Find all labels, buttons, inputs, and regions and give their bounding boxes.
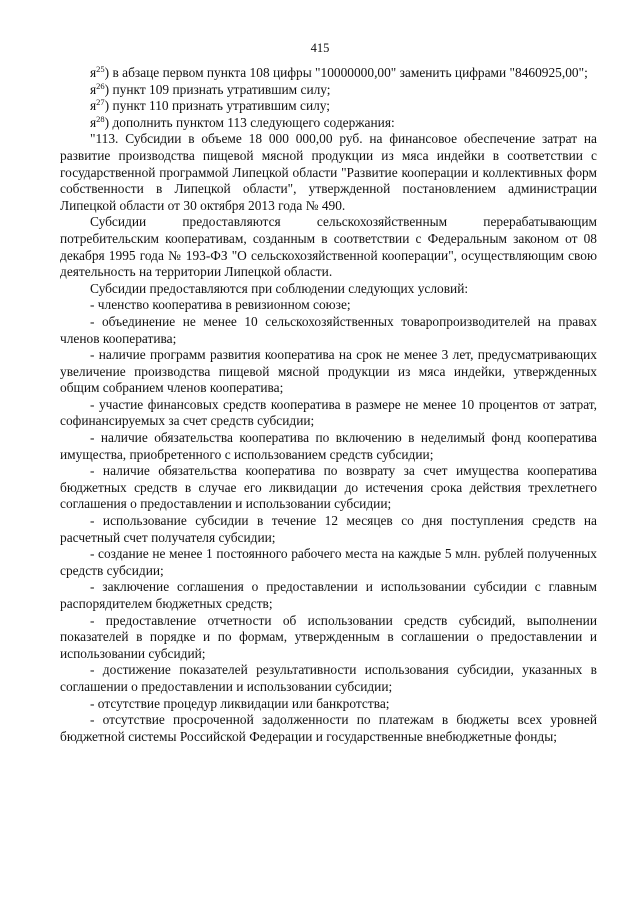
- condition-item: - заключение соглашения о предоставлении и использовании субсидии с главным распорядителем бюджетных средств;: [60, 579, 597, 611]
- condition-item: - создание не менее 1 постоянного рабочего места на каждые 5 млн. рублей полученных средств субсидии;: [60, 546, 597, 578]
- page-number: 415: [310, 41, 330, 55]
- item-prefix: я: [90, 114, 97, 130]
- condition-item: - достижение показателей результативности использования субсидии, указанных в соглашении о предоставлении и использовании субсидии;: [60, 662, 597, 694]
- item-prefix: я: [90, 81, 97, 97]
- condition-item: - отсутствие просроченной задолженности по платежам в бюджеты всех уровней бюджетной системы Российской Федерации и государственные внебюджетные фонды;: [60, 712, 597, 744]
- condition-item: - отсутствие процедур ликвидации или банкротства;: [90, 695, 390, 711]
- item-superscript: 26: [96, 80, 105, 91]
- list-item-25: [60, 65, 597, 82]
- item-text: ) дополнить пунктом 113 следующего содержания:: [104, 114, 395, 130]
- item-superscript: 25: [96, 64, 105, 74]
- paragraph-113-intro: "113. Субсидии в объеме 18 000 000,00 руб. на финансовое обеспечение затрат на развитие производства пищевой мясной продукции из мяса индейки в соответствии с государственной программой Липецкой области "Развитие кооперации и коллективных форм собственности в Липецкой области", утвержденной постановлением администрации Липецкой области от 30 октября 2013 года № 490.: [60, 131, 597, 213]
- item-superscript: 27: [96, 97, 105, 108]
- item-text: ) пункт 109 признать утратившим силу;: [104, 81, 331, 97]
- item-text: ) в абзаце первом пункта 108 цифры "10000000,00" заменить цифрами "8460925,00";: [104, 65, 588, 80]
- item-prefix: я: [90, 65, 97, 80]
- list-item-26: [60, 82, 597, 99]
- condition-item: - наличие обязательства кооператива по возврату за счет имущества кооператива бюджетных средств в случае его ликвидации до истечения срока действия трехлетнего соглашения о предоставлении и использовании субсидии;: [60, 463, 597, 512]
- item-prefix: я: [90, 98, 97, 114]
- paragraph-recipients: Субсидии предоставляются сельскохозяйственным перерабатывающим потребительским кооперативам, созданным в соответствии с Федеральным законом от 08 декабря 1995 года № 193-ФЗ "О сельскохозяйственной кооперации", осуществляющим свою деятельность на территории Липецкой области.: [60, 214, 597, 280]
- paragraph-conditions-heading: Субсидии предоставляются при соблюдении следующих условий:: [90, 280, 469, 296]
- condition-item: - наличие программ развития кооператива на срок не менее 3 лет, предусматривающих увеличение производства пищевой мясной продукции из мяса индейки, утвержденных общим собранием членов кооператива;: [60, 347, 597, 396]
- condition-item: - предоставление отчетности об использовании средств субсидий, выполнении показателей в порядке и по формам, утвержденным в соглашении о предоставлении и использовании субсидий;: [60, 612, 597, 661]
- condition-item: - членство кооператива в ревизионном союзе;: [90, 297, 351, 313]
- condition-item: - использование субсидии в течение 12 месяцев со дня поступления средств на расчетный счет получателя субсидии;: [60, 513, 597, 545]
- item-text: ) пункт 110 признать утратившим силу;: [104, 98, 331, 114]
- document-body: [60, 65, 597, 745]
- list-item-28: [60, 115, 597, 132]
- condition-item: - наличие обязательства кооператива по включению в неделимый фонд кооператива имущества, приобретенного с использованием средств субсидии;: [60, 430, 597, 462]
- list-item-27: [60, 98, 597, 115]
- condition-item: - участие финансовых средств кооператива в размере не менее 10 процентов от затрат, софинансируемых за счет средств субсидии;: [60, 396, 597, 429]
- condition-item: - объединение не менее 10 сельскохозяйственных товаропроизводителей на правах членов кооператива;: [60, 313, 597, 346]
- item-superscript: 28: [96, 113, 105, 124]
